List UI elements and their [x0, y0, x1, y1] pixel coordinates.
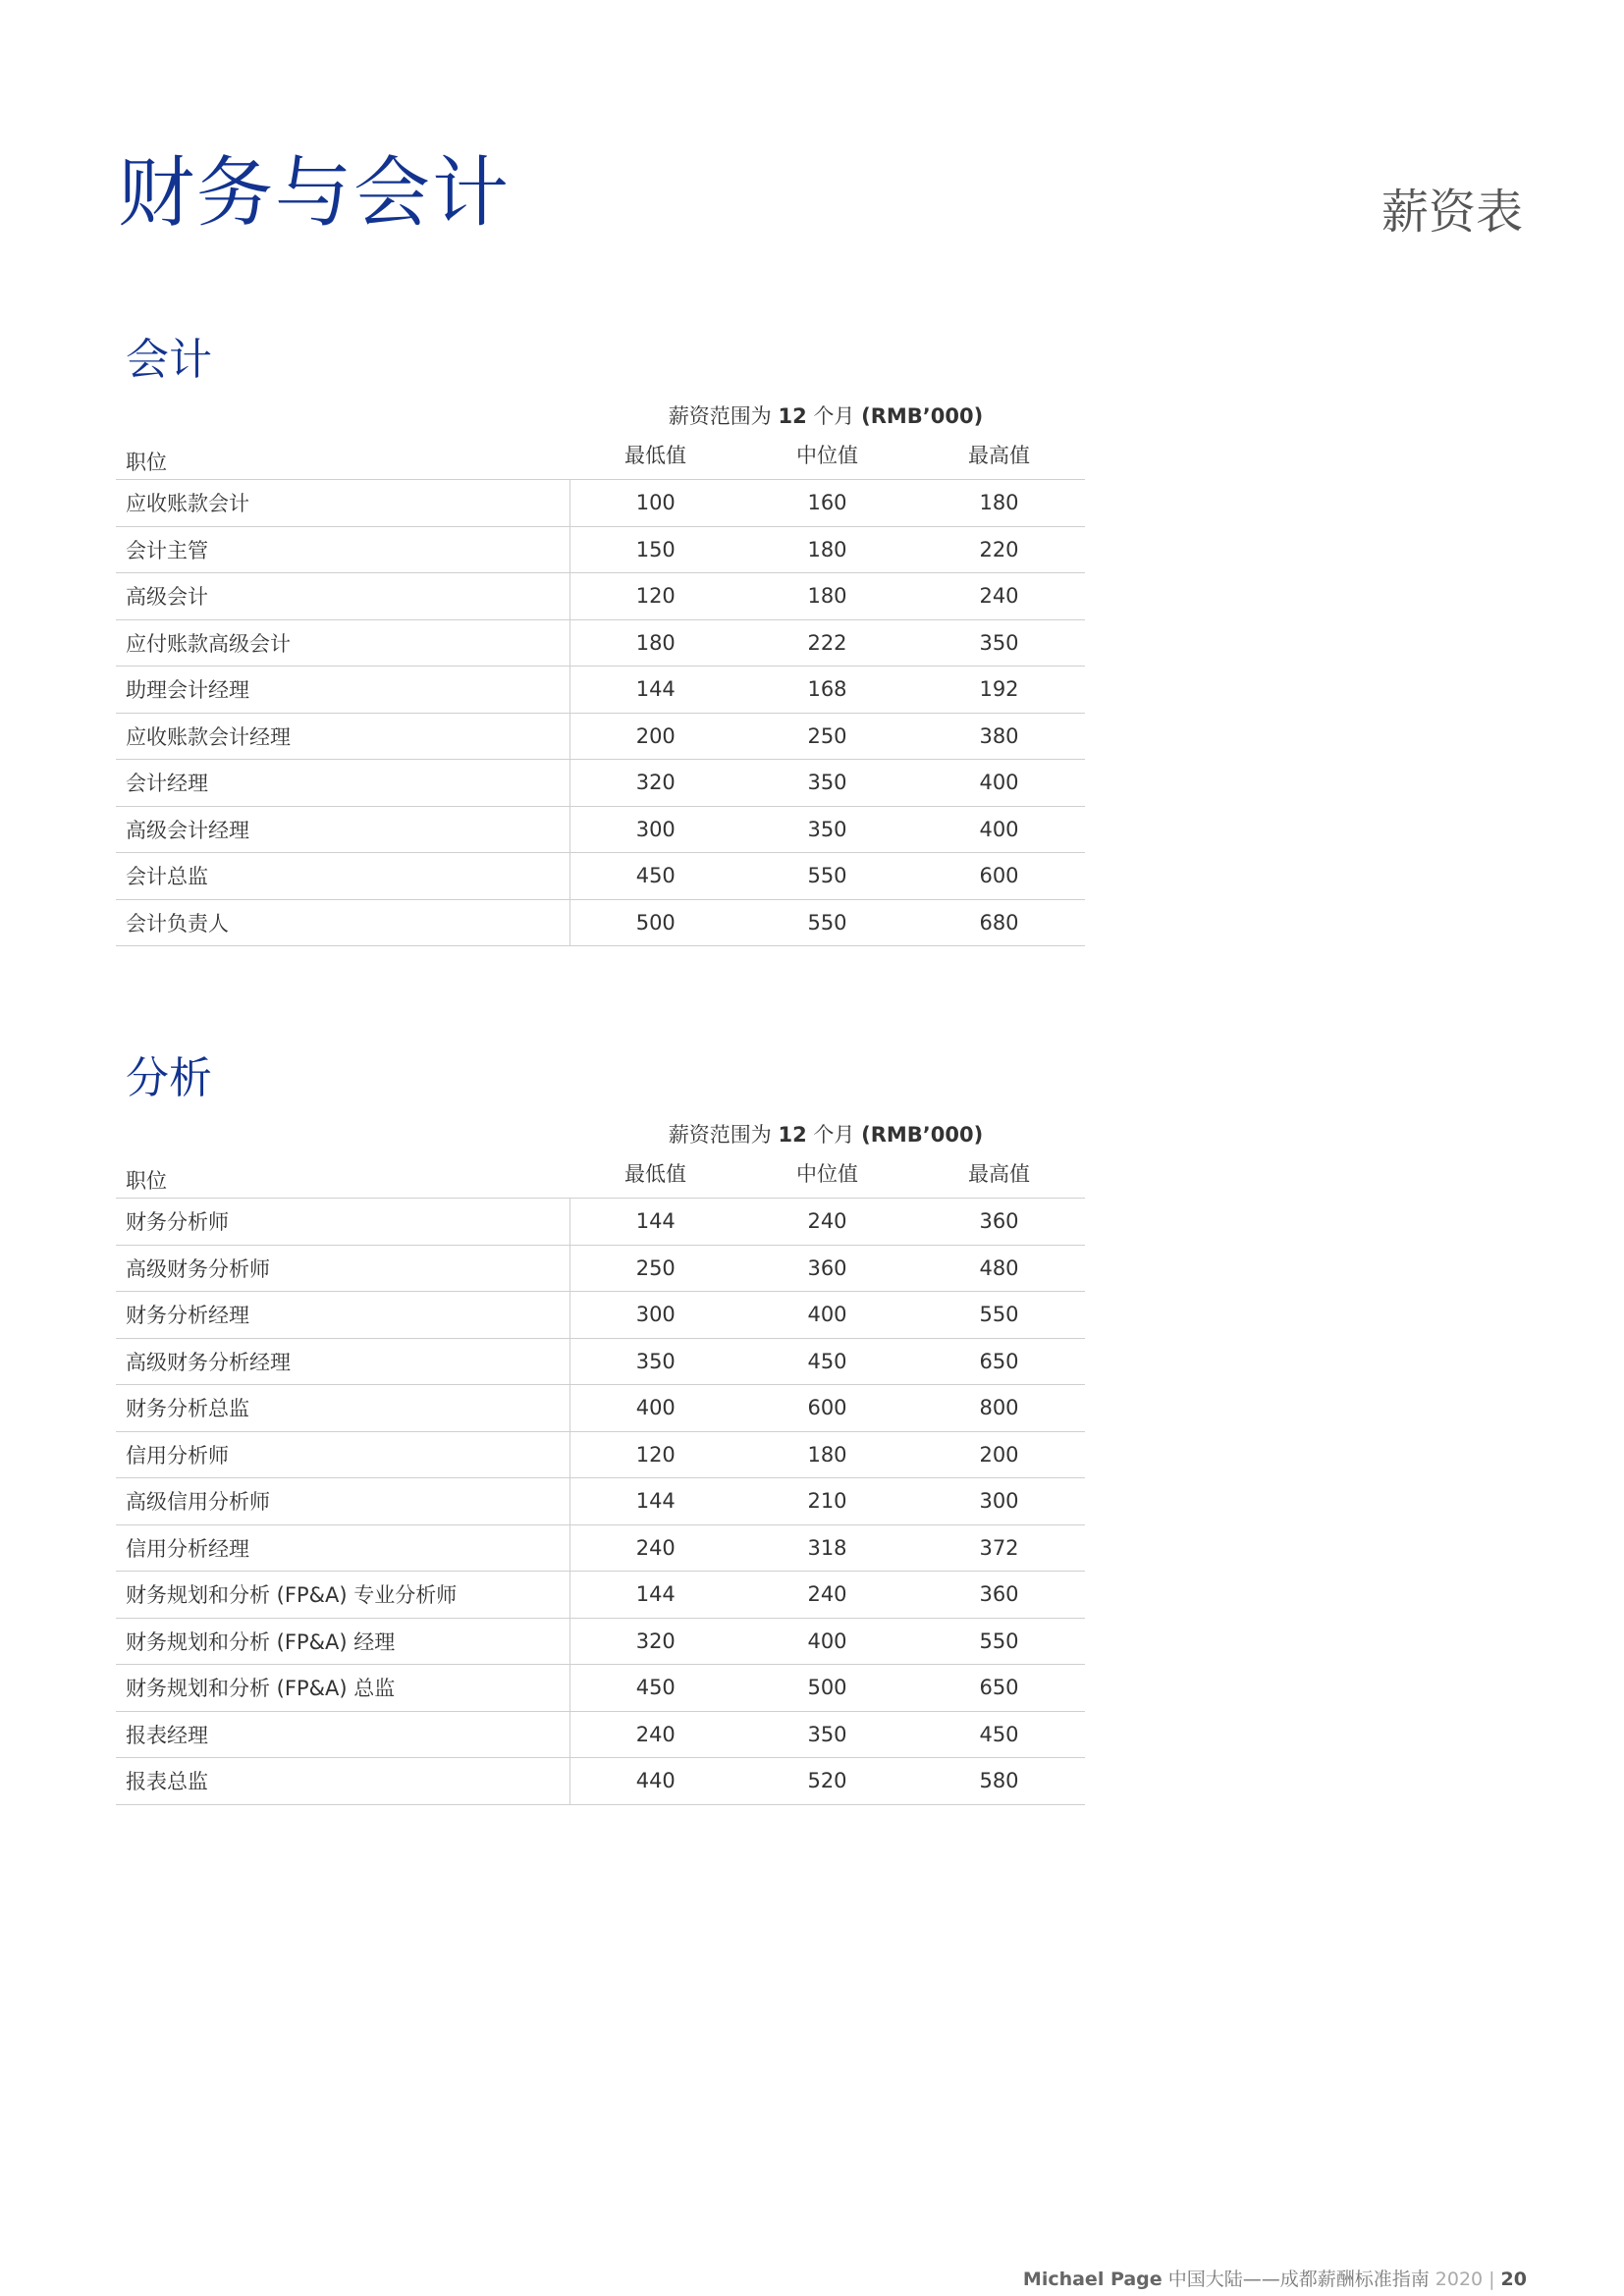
cell-min: 144 [635, 1582, 676, 1607]
col-header-position: 职位 [126, 1169, 167, 1193]
table-row [116, 806, 1085, 853]
cell-median: 250 [807, 723, 847, 748]
cell-max: 220 [979, 537, 1019, 561]
cell-median: 180 [807, 584, 847, 609]
cell-median: 550 [807, 910, 847, 934]
caption-months: 12 [778, 404, 807, 428]
cell-max: 192 [979, 677, 1019, 702]
cell-max: 400 [979, 771, 1019, 795]
page-title: 财务与会计 [118, 149, 512, 238]
page-subtitle: 薪资表 [1380, 185, 1523, 240]
cell-min: 144 [635, 1489, 676, 1514]
cell-min: 300 [635, 817, 676, 841]
page-footer [1023, 2265, 1527, 2291]
cell-min: 240 [635, 1535, 676, 1560]
table-row [116, 1665, 1085, 1712]
footer-separator: | [1489, 2269, 1495, 2290]
cell-position: 高级会计 [116, 573, 569, 620]
col-header-median: 中位值 [796, 1162, 858, 1186]
cell-position: 会计主管 [116, 526, 569, 573]
section-accounting [116, 335, 1085, 935]
cell-position: 财务分析师 [116, 1199, 569, 1246]
caption-unit: (RMB’000) [861, 404, 984, 428]
cell-min: 150 [635, 537, 676, 561]
cell-median: 318 [807, 1535, 847, 1560]
cell-position: 应付账款高级会计 [116, 619, 569, 667]
footer-brand: Michael Page [1022, 2269, 1163, 2290]
cell-median: 180 [807, 537, 847, 561]
caption-months: 12 [778, 1123, 807, 1147]
cell-min: 120 [635, 1442, 676, 1467]
cell-median: 168 [807, 677, 847, 702]
cell-max: 300 [979, 1489, 1019, 1514]
section-heading: 分析 [126, 1053, 212, 1103]
cell-position: 会计负责人 [116, 899, 569, 946]
table-row [116, 1385, 1085, 1432]
table-row [116, 713, 1085, 760]
cell-median: 350 [807, 1722, 847, 1746]
cell-min: 500 [635, 910, 676, 934]
cell-median: 550 [807, 864, 847, 888]
cell-position: 应收账款会计 [116, 480, 569, 527]
cell-median: 500 [807, 1676, 847, 1700]
cell-max: 180 [979, 491, 1019, 515]
table-row [116, 573, 1085, 620]
table-row [116, 526, 1085, 573]
cell-position: 信用分析师 [116, 1431, 569, 1478]
footer-year: 2020 [1435, 2269, 1484, 2290]
table-row [116, 1618, 1085, 1665]
cell-median: 210 [807, 1489, 847, 1514]
salary-table-accounting [116, 430, 1085, 946]
cell-max: 380 [979, 723, 1019, 748]
cell-position: 高级会计经理 [116, 806, 569, 853]
col-header-max: 最高值 [968, 444, 1030, 467]
cell-max: 600 [979, 864, 1019, 888]
cell-position: 报表经理 [116, 1711, 569, 1758]
page-number: 20 [1500, 2269, 1527, 2290]
cell-min: 300 [635, 1303, 676, 1327]
section-analysis [116, 1053, 1085, 1794]
cell-max: 580 [979, 1769, 1019, 1793]
cell-min: 180 [635, 630, 676, 655]
cell-min: 320 [635, 771, 676, 795]
cell-max: 360 [979, 1209, 1019, 1234]
table-row [116, 1431, 1085, 1478]
cell-min: 450 [635, 1676, 676, 1700]
cell-position: 财务分析经理 [116, 1292, 569, 1339]
cell-position: 会计经理 [116, 760, 569, 807]
cell-median: 222 [807, 630, 847, 655]
cell-median: 240 [807, 1582, 847, 1607]
cell-min: 120 [635, 584, 676, 609]
cell-median: 240 [807, 1209, 847, 1234]
col-header-min: 最低值 [624, 444, 686, 467]
cell-min: 144 [635, 1209, 676, 1234]
cell-position: 高级信用分析师 [116, 1478, 569, 1525]
table-row [116, 480, 1085, 527]
cell-max: 450 [979, 1722, 1019, 1746]
cell-min: 450 [635, 864, 676, 888]
cell-position: 会计总监 [116, 853, 569, 900]
cell-position: 财务规划和分析 (FP&A) 经理 [116, 1618, 569, 1665]
cell-max: 240 [979, 584, 1019, 609]
table-header-row [116, 1148, 1085, 1199]
cell-max: 550 [979, 1303, 1019, 1327]
table-row [116, 899, 1085, 946]
caption-suffix: 个月 [806, 1123, 862, 1147]
cell-position: 财务规划和分析 (FP&A) 专业分析师 [116, 1572, 569, 1619]
caption-suffix: 个月 [806, 404, 862, 428]
cell-max: 350 [979, 630, 1019, 655]
table-row [116, 1292, 1085, 1339]
cell-max: 550 [979, 1629, 1019, 1653]
col-header-max: 最高值 [968, 1162, 1030, 1186]
cell-median: 180 [807, 1442, 847, 1467]
cell-min: 400 [635, 1396, 676, 1420]
col-header-position: 职位 [126, 451, 167, 474]
cell-position: 应收账款会计经理 [116, 713, 569, 760]
caption-prefix: 薪资范围为 [668, 404, 779, 428]
cell-max: 800 [979, 1396, 1019, 1420]
cell-min: 250 [635, 1255, 676, 1280]
section-heading: 会计 [126, 335, 212, 385]
caption-prefix: 薪资范围为 [668, 1123, 779, 1147]
cell-median: 450 [807, 1349, 847, 1373]
cell-max: 650 [979, 1676, 1019, 1700]
cell-max: 680 [979, 910, 1019, 934]
table-row [116, 853, 1085, 900]
table-row [116, 1524, 1085, 1572]
cell-median: 350 [807, 771, 847, 795]
cell-median: 400 [807, 1303, 847, 1327]
cell-median: 600 [807, 1396, 847, 1420]
cell-min: 200 [635, 723, 676, 748]
cell-min: 440 [635, 1769, 676, 1793]
cell-min: 320 [635, 1629, 676, 1653]
table-row [116, 1758, 1085, 1805]
cell-max: 360 [979, 1582, 1019, 1607]
cell-median: 350 [807, 817, 847, 841]
table-row [116, 760, 1085, 807]
cell-max: 650 [979, 1349, 1019, 1373]
caption-unit: (RMB’000) [861, 1123, 984, 1147]
table-row [116, 667, 1085, 714]
cell-median: 160 [807, 491, 847, 515]
table-row [116, 619, 1085, 667]
cell-position: 高级财务分析经理 [116, 1338, 569, 1385]
cell-position: 财务规划和分析 (FP&A) 总监 [116, 1665, 569, 1712]
col-header-min: 最低值 [624, 1162, 686, 1186]
table-row [116, 1572, 1085, 1619]
footer-guide-title: 中国大陆——成都薪酬标准指南 [1162, 2269, 1435, 2290]
cell-max: 400 [979, 817, 1019, 841]
salary-range-caption [565, 1119, 1087, 1148]
cell-position: 财务分析总监 [116, 1385, 569, 1432]
cell-min: 100 [635, 491, 676, 515]
cell-position: 高级财务分析师 [116, 1245, 569, 1292]
cell-position: 信用分析经理 [116, 1524, 569, 1572]
table-row [116, 1338, 1085, 1385]
cell-min: 350 [635, 1349, 676, 1373]
table-header-row [116, 430, 1085, 480]
col-header-median: 中位值 [796, 444, 858, 467]
table-row [116, 1199, 1085, 1246]
cell-median: 400 [807, 1629, 847, 1653]
cell-median: 520 [807, 1769, 847, 1793]
table-row [116, 1245, 1085, 1292]
cell-max: 372 [979, 1535, 1019, 1560]
table-row [116, 1711, 1085, 1758]
cell-min: 240 [635, 1722, 676, 1746]
salary-range-caption [565, 400, 1087, 430]
cell-max: 200 [979, 1442, 1019, 1467]
cell-median: 360 [807, 1255, 847, 1280]
cell-position: 报表总监 [116, 1758, 569, 1805]
cell-min: 144 [635, 677, 676, 702]
table-row [116, 1478, 1085, 1525]
cell-position: 助理会计经理 [116, 667, 569, 714]
salary-table-analysis [116, 1148, 1085, 1805]
cell-max: 480 [979, 1255, 1019, 1280]
